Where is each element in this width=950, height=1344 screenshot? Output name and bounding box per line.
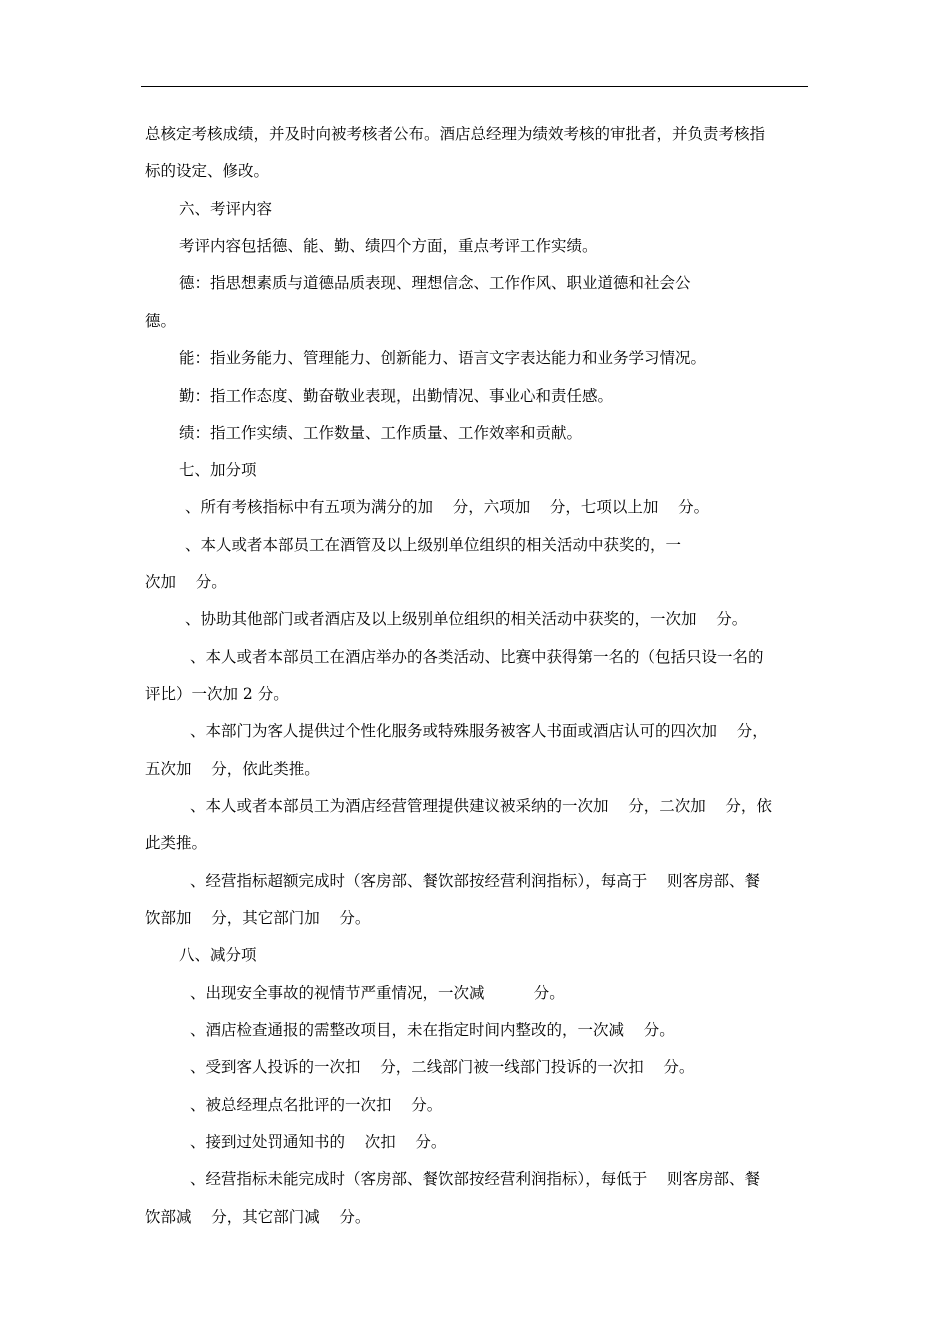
list-item: 、所有考核指标中有五项为满分的加 分，六项加 分，七项以上加 分。 <box>185 498 710 516</box>
list-item: 、接到过处罚通知书的 次扣 分。 <box>190 1133 447 1151</box>
list-item-continuation: 五次加 分，依此类推。 <box>145 760 320 778</box>
paragraph-line: 标的设定、修改。 <box>145 162 270 180</box>
list-item: 、酒店检查通报的需整改项目，未在指定时间内整改的，一次减 分。 <box>190 1021 675 1039</box>
list-item: 、本人或者本部员工在酒店举办的各类活动、比赛中获得第一名的（包括只设一名的 <box>190 648 764 666</box>
paragraph-line: 德。 <box>145 312 177 330</box>
list-item-continuation: 饮部减 分，其它部门减 分。 <box>145 1208 371 1226</box>
section-heading: 八、减分项 <box>179 946 257 964</box>
list-item: 、本部门为客人提供过个性化服务或特殊服务被客人书面或酒店认可的四次加 分， <box>190 722 768 740</box>
list-item: 、被总经理点名批评的一次扣 分。 <box>190 1096 443 1114</box>
list-item: 、出现安全事故的视情节严重情况，一次减 分。 <box>190 984 565 1002</box>
list-item: 、经营指标未能完成时（客房部、餐饮部按经营利润指标），每低于 则客房部、餐 <box>190 1170 760 1188</box>
section-heading: 七、加分项 <box>179 461 257 479</box>
list-item-continuation: 评比）一次加 2 分。 <box>145 685 289 703</box>
paragraph-line: 绩：指工作实绩、工作数量、工作质量、工作效率和贡献。 <box>179 424 583 442</box>
list-item-continuation: 次加 分。 <box>145 573 227 591</box>
list-item: 、经营指标超额完成时（客房部、餐饮部按经营利润指标），每高于 则客房部、餐 <box>190 872 760 890</box>
list-item: 、本人或者本部员工在酒管及以上级别单位组织的相关活动中获奖的，一 <box>185 536 682 554</box>
list-item: 、本人或者本部员工为酒店经营管理提供建议被采纳的一次加 分，二次加 分，依 <box>190 797 772 815</box>
paragraph-line: 总核定考核成绩，并及时向被考核者公布。酒店总经理为绩效考核的审批者，并负责考核指 <box>145 125 766 143</box>
section-heading: 六、考评内容 <box>179 200 273 218</box>
header-rule <box>141 86 808 87</box>
paragraph-line: 能：指业务能力、管理能力、创新能力、语言文字表达能力和业务学习情况。 <box>179 349 707 367</box>
paragraph-line: 勤：指工作态度、勤奋敬业表现，出勤情况、事业心和责任感。 <box>179 387 614 405</box>
paragraph-line: 德：指思想素质与道德品质表现、理想信念、工作作风、职业道德和社会公 <box>179 274 691 292</box>
paragraph-line: 考评内容包括德、能、勤、绩四个方面，重点考评工作实绩。 <box>179 237 598 255</box>
list-item-continuation: 此类推。 <box>145 834 208 852</box>
list-item: 、协助其他部门或者酒店及以上级别单位组织的相关活动中获奖的，一次加 分。 <box>185 610 748 628</box>
list-item-continuation: 饮部加 分，其它部门加 分。 <box>145 909 371 927</box>
list-item: 、受到客人投诉的一次扣 分，二线部门被一线部门投诉的一次扣 分。 <box>190 1058 695 1076</box>
